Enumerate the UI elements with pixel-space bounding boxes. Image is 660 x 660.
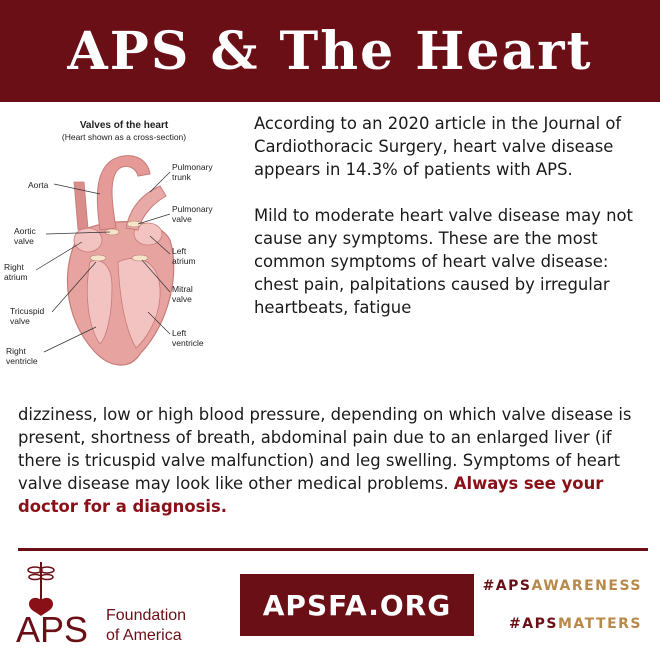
hashtag-awareness <box>482 578 642 594</box>
page-title: APS & The Heart <box>67 20 593 82</box>
label-aorta: Aorta <box>28 180 49 190</box>
logo-line-1: Foundation <box>106 607 187 624</box>
label-left-ventricle-2: ventricle <box>172 338 204 348</box>
continuation-paragraph <box>18 403 648 518</box>
doctor-advice: Always see your doctor for a diagnosis. <box>18 474 604 516</box>
vena-cava-vessel <box>74 182 88 230</box>
label-mitral-valve-2: valve <box>172 294 192 304</box>
hashtag-awareness-word: AWARENESS <box>531 578 642 594</box>
right-atrium-chamber <box>74 228 102 252</box>
label-pulmonary-trunk-1: Pulmonary <box>172 162 213 172</box>
hashtag-matters-prefix: #APS <box>509 616 558 632</box>
continuation-text: dizziness, low or high blood pressure, depending on which valve disease is present, shortness of breath, abdominal pain due to an enlarged liver (if there is tricuspid valve malfunction) and leg swelling. Symptoms of heart valve disease may look like other medical problems. <box>18 405 632 493</box>
label-left-atrium-1: Left <box>172 246 187 256</box>
intro-paragraph-1: According to an 2020 article in the Journal of Cardiothoracic Surgery, heart valve disease appears in 14.3% of patients with APS. <box>254 114 622 179</box>
label-aortic-valve-2: valve <box>14 236 34 246</box>
title-banner <box>0 0 660 102</box>
label-right-ventricle-2: ventricle <box>6 356 38 366</box>
label-left-ventricle-1: Left <box>172 328 187 338</box>
label-left-atrium-2: atrium <box>172 256 196 266</box>
label-right-atrium-1: Right <box>4 262 24 272</box>
mitral-valve <box>132 255 148 261</box>
label-pulmonary-valve-1: Pulmonary <box>172 204 213 214</box>
logo-mark: APS <box>16 609 89 650</box>
label-pulmonary-valve-2: valve <box>172 214 192 224</box>
label-pulmonary-trunk-2: trunk <box>172 172 191 182</box>
intro-text <box>254 112 654 319</box>
hashtag-awareness-prefix: #APS <box>482 578 532 594</box>
diagram-subtitle: (Heart shown as a cross-section) <box>61 132 187 142</box>
intro-paragraph-2: Mild to moderate heart valve disease may not cause any symptoms. These are the most common symptoms of heart valve disease: chest pain, palpitations caused by irregular heartbeats, fatigue <box>254 206 633 317</box>
diagram-title: Valves of the heart <box>79 120 169 131</box>
logo-text <box>106 606 186 646</box>
website-badge[interactable]: APSFA.ORG <box>240 574 474 636</box>
hashtag-matters-word: MATTERS <box>557 616 642 632</box>
aps-foundation-logo <box>16 560 216 655</box>
footer-divider <box>18 548 648 551</box>
label-tricuspid-valve-1: Tricuspid <box>10 306 45 316</box>
label-mitral-valve-1: Mitral <box>172 284 193 294</box>
hashtag-matters <box>482 616 642 632</box>
label-right-ventricle-1: Right <box>6 346 26 356</box>
label-right-atrium-2: atrium <box>4 272 28 282</box>
label-tricuspid-valve-2: valve <box>10 316 30 326</box>
tricuspid-valve <box>90 255 106 261</box>
logo-line-2: of America <box>106 627 182 644</box>
label-aortic-valve-1: Aortic <box>14 226 36 236</box>
heart-valves-diagram <box>0 112 248 384</box>
heart-illustration <box>0 112 248 384</box>
